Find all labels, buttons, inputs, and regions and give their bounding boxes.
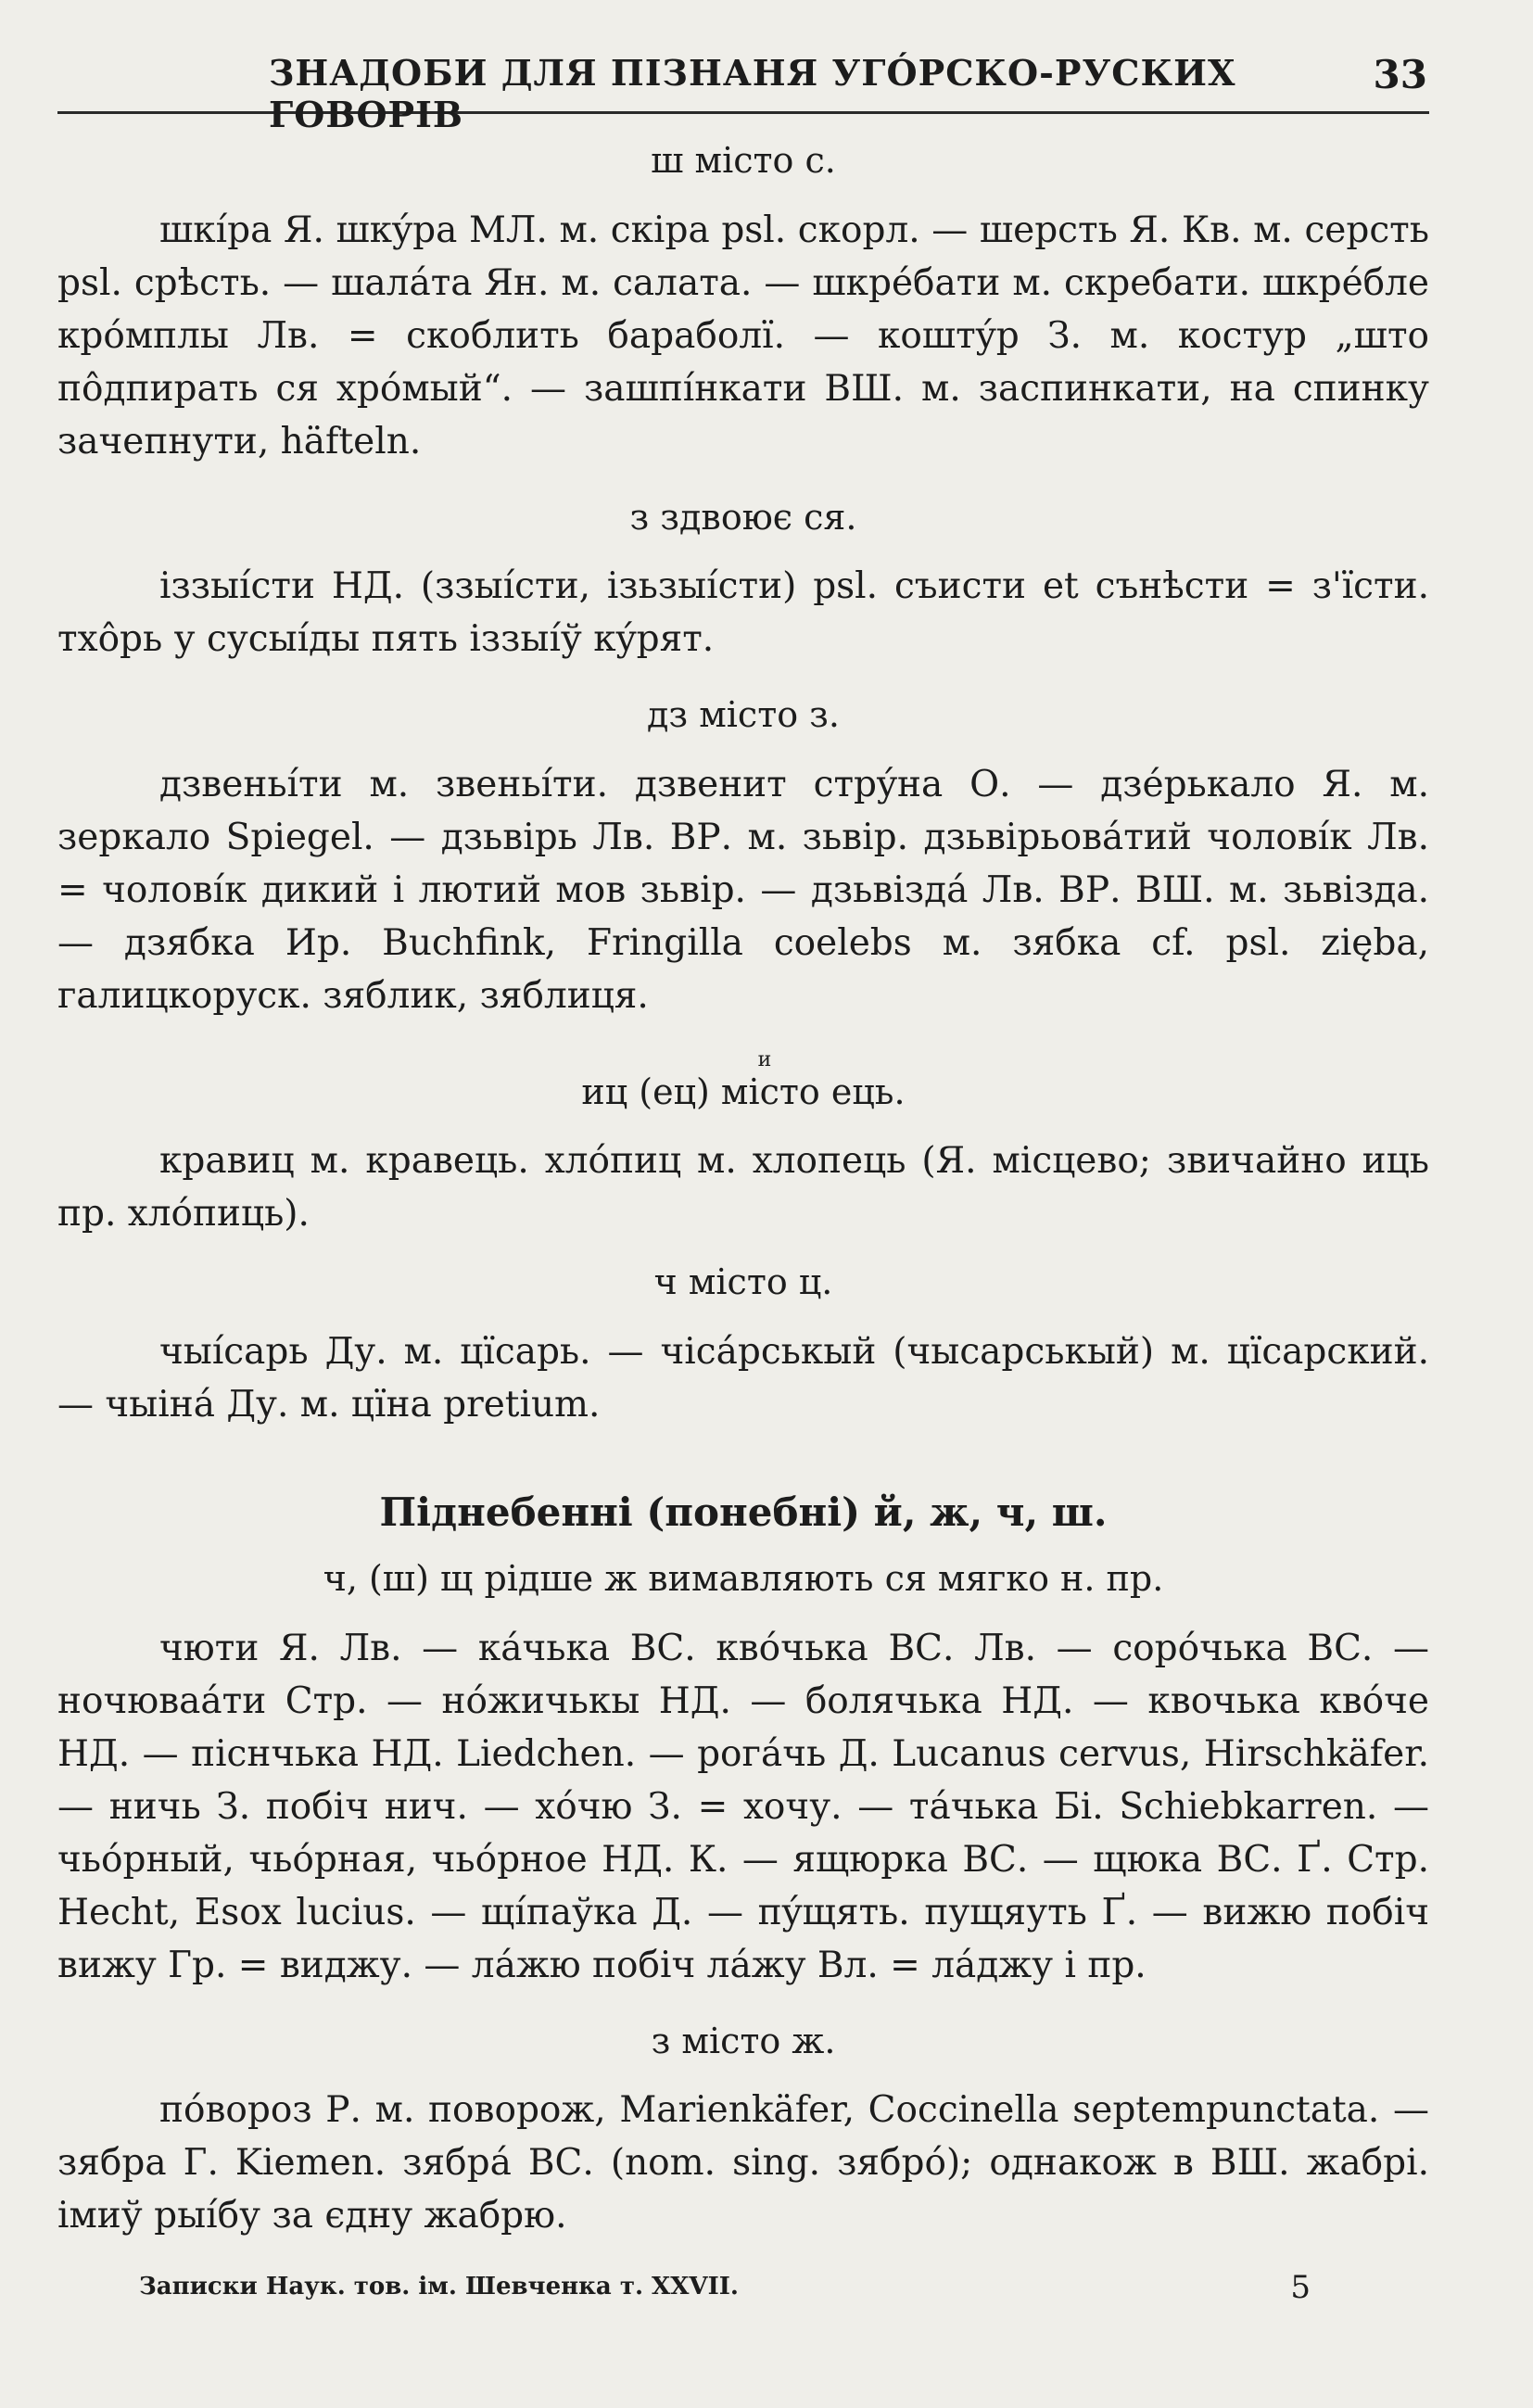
page-body xyxy=(57,139,1429,2242)
paragraph-z-for-zh: пóвороз Р. м. поворож, Marienkäfer, Coccinella septempunctata. — зябра Г. Kiemen. зябрá ВС. (nom. sing. зябрó); однакож в ВШ. жабрі. імиў рыíбу за єдну жабрю. xyxy=(57,2089,1429,2237)
footer-signature: 5 xyxy=(1290,2269,1311,2306)
section-heading-ch-for-ts: ч місто ц. xyxy=(653,1261,833,1302)
running-title: ЗНАДОБИ ДЛЯ ПІЗНАНЯ УГÓРСКО-РУСКИХ ГОВОРІВ xyxy=(269,52,1236,135)
paragraph-sh-for-s: шкíра Я. шкýра МЛ. м. скіра psl. скорл. — шерсть Я. Кв. м. серсть psl. срѣсть. — шалáта Ян. м. салата. — шкрéбати м. скребати. шкрéбле крóмплы Лв. = скоблить бараболї. — коштýр З. м. костур „што пôдпирать ся хрóмый“. — зашпíнкати ВШ. м. заспинкати, на спинку зачепнути, häfteln. xyxy=(57,209,1429,463)
paragraph-yts-for-ets: кравиц м. кравець. хлóпиц м. хлопець (Я. місцево; звичайно иць пр. хлóпиць). xyxy=(57,1140,1429,1235)
footer-journal: Записки Наук. тов. ім. Шевченка т. XXVII. xyxy=(139,2273,739,2300)
running-header xyxy=(57,48,1429,135)
section-heading-dz-for-z: дз місто з. xyxy=(647,694,840,735)
paragraph-z-doubling: іззыíсти НД. (ззыíсти, ізьзыíсти) psl. съисти et сънѣсти = з'їсти. тхôрь у сусыíды пять іззыíў кýрят. xyxy=(57,565,1429,660)
section-heading-yts-for-ets: иц (ец) місто ець. xyxy=(581,1071,906,1112)
section-subheading-palatals: ч, (ш) щ рідше ж вимавляють ся мягко н. пр. xyxy=(323,1558,1164,1599)
paragraph-palatals: чюти Я. Лв. — кáчька ВС. квóчька ВС. Лв. — сорóчька ВС. — ночюваáти Стр. — нóжичькы НД. — болячька НД. — квочька квóче НД. — піснчька НД. Liedchen. — рогáчь Д. Lucanus cervus, Hirschkäfer. — ничь З. побіч нич. — хóчю З. = хочу. — тáчька Бі. Schiebkarren. — чьóрный, чьóрная, чьóрное НД. К. — ящюрка ВС. — щюка ВС. Ґ. Стр. Hecht, Esox lucius. — щíпаўка Д. — пýщять. пущяуть Ґ. — вижю побіч вижу Гр. = виджу. — лáжю побіч лáжу Вл. = лáджу і пр. xyxy=(57,1627,1429,1986)
section-heading-z-for-zh: з місто ж. xyxy=(651,2020,836,2061)
paragraph-dz-for-z: дзвеньíти м. звеньíти. дзвенит стрýна О. — дзéрькало Я. м. зеркало Spiegel. — дзьвірь Лв. ВР. м. зьвір. дзьвірьовáтий чоловíк Лв. = чоловíк дикий і лютий мов зьвір. — дзьвіздá Лв. ВР. ВШ. м. зьвізда. — дзябка Ир. Buchfink, Fringilla coelebs м. зябка cf. psl. zięba, галицкоруск. зяблик, зяблиця. xyxy=(57,763,1429,1017)
section-heading-sh-for-s: ш місто с. xyxy=(651,140,836,181)
section-heading-z-doubling: з здвоює ся. xyxy=(629,496,857,538)
section-heading-palatals: Піднебенні (понебні) й, ж, ч, ш. xyxy=(379,1489,1108,1535)
paragraph-ch-for-ts: чыíсарь Ду. м. цїсарь. — чісáрськый (чысарськый) м. цїсарский. — чыінá Ду. м. цїна pretium. xyxy=(57,1330,1429,1426)
page-number: 33 xyxy=(1373,52,1427,97)
page-footer xyxy=(139,2269,1311,2306)
superscript-mark: и xyxy=(757,1047,772,1071)
